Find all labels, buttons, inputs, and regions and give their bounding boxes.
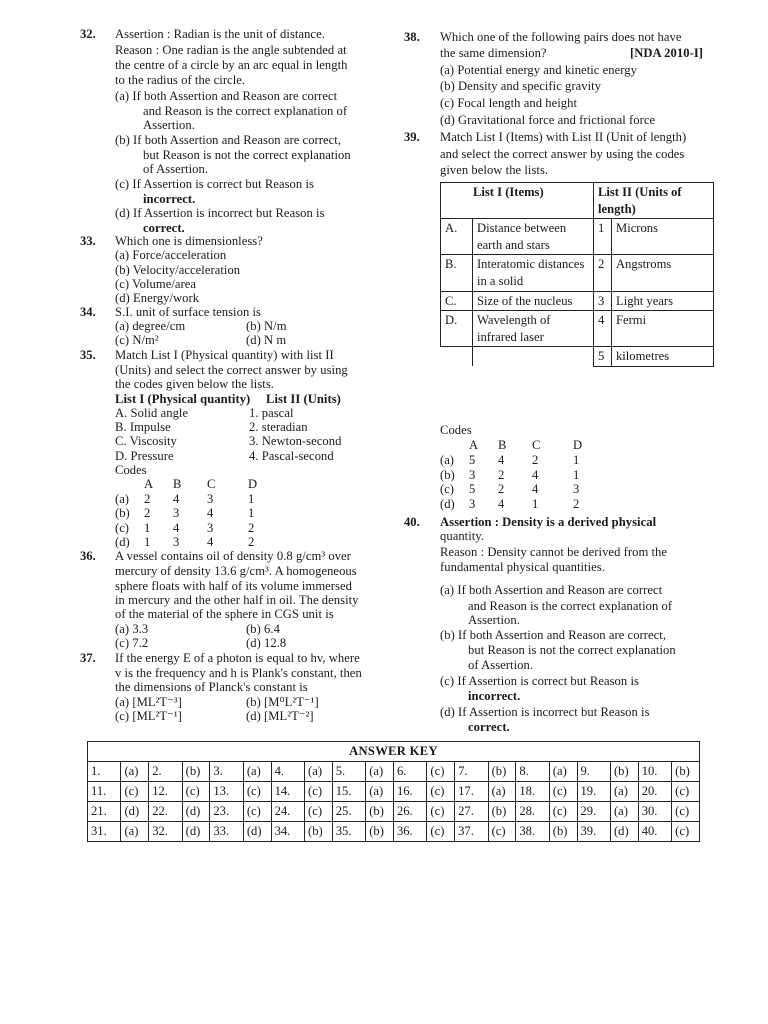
answer-key-answer: (b) bbox=[488, 802, 516, 822]
q35-code-cell: 1 bbox=[144, 520, 151, 535]
answer-key-answer: (c) bbox=[427, 822, 455, 842]
q39-row-letter: A. bbox=[441, 219, 473, 255]
q39-row-unit: Fermi bbox=[612, 311, 714, 347]
q32-option-c: (c) If Assertion is correct but Reason is bbox=[115, 177, 314, 191]
q38-text: the same dimension? bbox=[440, 46, 547, 60]
answer-key-answer: (a) bbox=[610, 782, 638, 802]
answer-key-question-number: 26. bbox=[393, 802, 426, 822]
q33-option-c: (c) Volume/area bbox=[115, 277, 197, 291]
q35-row-d: D. Pressure bbox=[115, 449, 174, 463]
q39-list-table bbox=[440, 182, 714, 367]
q40-option-c: incorrect. bbox=[468, 689, 521, 703]
answer-key-question-number: 6. bbox=[393, 762, 426, 782]
answer-key-question-number: 23. bbox=[210, 802, 243, 822]
q38-exam-tag: [NDA 2010-I] bbox=[630, 46, 704, 60]
q39-code-cell: (b) bbox=[440, 467, 455, 482]
answer-key-answer: (c) bbox=[243, 782, 271, 802]
q32-option-b: of Assertion. bbox=[143, 162, 209, 176]
q39-code-header: A bbox=[469, 438, 479, 452]
q37-option-d: (d) [ML²T⁻²] bbox=[246, 709, 314, 723]
answer-key-question-number: 27. bbox=[455, 802, 488, 822]
q40-option-a: (a) If both Assertion and Reason are correct bbox=[440, 583, 663, 597]
q33-option-d: (d) Energy/work bbox=[115, 291, 200, 305]
answer-key-question-number: 29. bbox=[577, 802, 610, 822]
answer-key-question-number: 31. bbox=[88, 822, 121, 842]
q39-code-cell: 2 bbox=[498, 482, 505, 497]
q35-code-cell: (d) bbox=[115, 535, 130, 550]
q36-text: sphere floats with half of its volume immersed bbox=[115, 579, 352, 593]
q39-row-unit: Light years bbox=[612, 291, 714, 311]
q39-code-header: C bbox=[532, 438, 541, 452]
q35-code-cell: 3 bbox=[207, 491, 214, 506]
q39-text: given below the lists. bbox=[440, 163, 549, 177]
answer-key-answer: (c) bbox=[549, 802, 577, 822]
answer-key-row bbox=[88, 782, 700, 802]
q39-code-cell: 3 bbox=[469, 497, 476, 512]
q38-text: Which one of the following pairs does not have bbox=[440, 30, 682, 44]
q33-question: Which one is dimensionless? bbox=[115, 234, 263, 248]
q39-row-unit: kilometres bbox=[612, 347, 714, 367]
answer-key-answer: (b) bbox=[182, 762, 210, 782]
q32-option-b: (b) If both Assertion and Reason are correct, bbox=[115, 133, 342, 147]
answer-key-answer: (c) bbox=[488, 822, 516, 842]
q37-text: the dimensions of Planck's constant is bbox=[115, 680, 308, 694]
answer-key-question-number: 16. bbox=[393, 782, 426, 802]
q39-code-header: D bbox=[573, 438, 583, 452]
answer-key-question-number: 32. bbox=[149, 822, 182, 842]
answer-key-question-number: 7. bbox=[455, 762, 488, 782]
q40-option-a: Assertion. bbox=[468, 613, 520, 627]
question-number-39: 39. bbox=[404, 130, 420, 144]
answer-key-question-number: 36. bbox=[393, 822, 426, 842]
q37-text: v is the frequency and h is Plank's constant, then bbox=[115, 666, 362, 680]
q39-text: and select the correct answer by using the codes bbox=[440, 147, 685, 161]
q32-text: to the radius of the circle. bbox=[115, 73, 246, 87]
q38-option-b: (b) Density and specific gravity bbox=[440, 79, 602, 93]
q35-code-cell: 1 bbox=[248, 491, 255, 506]
q35-row-b: B. Impulse bbox=[115, 420, 171, 434]
answer-key-question-number: 9. bbox=[577, 762, 610, 782]
answer-key-question-number: 21. bbox=[88, 802, 121, 822]
q36-text: A vessel contains oil of density 0.8 g/cm³ over bbox=[115, 549, 351, 563]
q37-option-a: (a) [ML²T⁻³] bbox=[115, 695, 182, 709]
q34-option-a: (a) degree/cm bbox=[115, 319, 186, 333]
q36-text: of the material of the sphere in CGS unit is bbox=[115, 607, 334, 621]
answer-key-answer: (c) bbox=[427, 802, 455, 822]
answer-key-question-number: 1. bbox=[88, 762, 121, 782]
answer-key-row bbox=[88, 762, 700, 782]
q39-table-row bbox=[441, 311, 714, 347]
q39-code-cell: 1 bbox=[573, 467, 580, 482]
q35-text: Match List I (Physical quantity) with list II bbox=[115, 348, 334, 362]
q37-option-b: (b) [M⁰L²T⁻¹] bbox=[246, 695, 319, 709]
q35-row-a: A. Solid angle bbox=[115, 406, 189, 420]
q32-option-d: (d) If Assertion is incorrect but Reason is bbox=[115, 206, 325, 220]
q39-list1-heading: List I (Items) bbox=[441, 183, 594, 219]
q39-code-cell: 5 bbox=[469, 482, 476, 497]
answer-key-row bbox=[88, 802, 700, 822]
q35-row-4: 4. Pascal-second bbox=[249, 449, 334, 463]
q39-code-cell: 4 bbox=[498, 497, 505, 512]
answer-key-question-number: 40. bbox=[638, 822, 671, 842]
q39-code-cell: (c) bbox=[440, 482, 454, 497]
answer-key-answer: (b) bbox=[305, 822, 333, 842]
q39-row-unit: Angstroms bbox=[612, 255, 714, 291]
q40-reason: Reason : Density cannot be derived from the bbox=[440, 545, 668, 559]
q35-code-cell: 4 bbox=[173, 491, 180, 506]
q35-code-cell: 2 bbox=[248, 535, 255, 550]
q39-row-letter bbox=[441, 347, 473, 367]
q39-code-cell: (d) bbox=[440, 497, 455, 512]
q39-row-number: 4 bbox=[594, 311, 612, 347]
q35-code-cell: 4 bbox=[207, 535, 214, 550]
q39-code-cell: 4 bbox=[532, 467, 539, 482]
answer-key-question-number: 28. bbox=[516, 802, 549, 822]
q32-reason: Reason : One radian is the angle subtended at bbox=[115, 43, 347, 57]
q39-code-header: B bbox=[498, 438, 507, 452]
answer-key-question-number: 17. bbox=[455, 782, 488, 802]
answer-key-title: ANSWER KEY bbox=[88, 742, 700, 762]
q39-code-cell: 5 bbox=[469, 452, 476, 467]
answer-key-answer: (c) bbox=[121, 782, 149, 802]
q40-option-d: correct. bbox=[468, 720, 510, 734]
q36-text: in mercury and the other half in oil. The density bbox=[115, 593, 359, 607]
q35-text: (Units) and select the correct answer by using bbox=[115, 363, 348, 377]
q39-row-letter: D. bbox=[441, 311, 473, 347]
q34-option-b: (b) N/m bbox=[246, 319, 287, 333]
answer-key-answer: (b) bbox=[366, 822, 394, 842]
q35-code-cell: 3 bbox=[207, 520, 214, 535]
answer-key-question-number: 34. bbox=[271, 822, 304, 842]
answer-key-answer: (c) bbox=[427, 782, 455, 802]
q35-list1-heading: List I (Physical quantity) bbox=[115, 392, 251, 406]
q40-option-a: and Reason is the correct explanation of bbox=[468, 599, 673, 613]
q39-row-number: 1 bbox=[594, 219, 612, 255]
q39-code-cell: 1 bbox=[573, 452, 580, 467]
q34-option-c: (c) N/m² bbox=[115, 333, 159, 347]
q39-row-item: Size of the nucleus bbox=[472, 291, 593, 311]
q35-code-header: C bbox=[207, 477, 216, 491]
q35-code-cell: 3 bbox=[173, 535, 180, 550]
q39-list2-heading: List II (Units of length) bbox=[594, 183, 714, 219]
q35-code-header: A bbox=[144, 477, 154, 491]
answer-key-question-number: 39. bbox=[577, 822, 610, 842]
q39-row-number: 3 bbox=[594, 291, 612, 311]
q39-code-cell: 4 bbox=[532, 482, 539, 497]
answer-key-answer: (c) bbox=[427, 762, 455, 782]
answer-key-answer: (a) bbox=[366, 762, 394, 782]
answer-key-question-number: 5. bbox=[332, 762, 365, 782]
q38-option-d: (d) Gravitational force and frictional force bbox=[440, 113, 656, 127]
q35-row-c: C. Viscosity bbox=[115, 434, 177, 448]
q36-option-a: (a) 3.3 bbox=[115, 622, 149, 636]
answer-key-question-number: 20. bbox=[638, 782, 671, 802]
q40-option-b: (b) If both Assertion and Reason are correct, bbox=[440, 628, 667, 642]
q39-code-cell: 2 bbox=[532, 452, 539, 467]
q35-code-cell: (a) bbox=[115, 491, 129, 506]
answer-key-answer: (c) bbox=[305, 802, 333, 822]
q34-option-d: (d) N m bbox=[246, 333, 287, 347]
q39-code-cell: 3 bbox=[573, 482, 580, 497]
answer-key-question-number: 33. bbox=[210, 822, 243, 842]
answer-key-question-number: 11. bbox=[88, 782, 121, 802]
q39-text: Match List I (Items) with List II (Unit of length) bbox=[440, 130, 687, 144]
question-number-36: 36. bbox=[80, 549, 96, 563]
q32-option-a: and Reason is the correct explanation of bbox=[143, 104, 348, 118]
q35-code-cell: 4 bbox=[207, 506, 214, 521]
q35-code-cell: 1 bbox=[144, 535, 151, 550]
q39-row-item bbox=[472, 347, 593, 367]
q39-row-number: 5 bbox=[594, 347, 612, 367]
q35-text: the codes given below the lists. bbox=[115, 377, 274, 391]
answer-key-answer: (c) bbox=[305, 782, 333, 802]
q37-text: If the energy E of a photon is equal to hv, where bbox=[115, 651, 360, 665]
q40-text: fundamental physical quantities. bbox=[440, 560, 605, 574]
q35-codes-label: Codes bbox=[115, 463, 147, 477]
q35-code-cell: 1 bbox=[248, 506, 255, 521]
q39-row-letter: C. bbox=[441, 291, 473, 311]
q36-option-c: (c) 7.2 bbox=[115, 636, 149, 650]
q32-option-a: Assertion. bbox=[143, 118, 195, 132]
answer-key-question-number: 38. bbox=[516, 822, 549, 842]
q32-assertion: Assertion : Radian is the unit of distance. bbox=[115, 27, 325, 41]
answer-key-question-number: 13. bbox=[210, 782, 243, 802]
question-number-34: 34. bbox=[80, 305, 96, 319]
q36-option-d: (d) 12.8 bbox=[246, 636, 287, 650]
q35-row-3: 3. Newton-second bbox=[249, 434, 342, 448]
q40-option-d: (d) If Assertion is incorrect but Reason is bbox=[440, 705, 650, 719]
q34-question: S.I. unit of surface tension is bbox=[115, 305, 262, 319]
q35-code-cell: (b) bbox=[115, 506, 130, 521]
answer-key-answer: (c) bbox=[243, 802, 271, 822]
q39-codes-label: Codes bbox=[440, 423, 472, 437]
answer-key-question-number: 30. bbox=[638, 802, 671, 822]
q39-row-unit: Microns bbox=[612, 219, 714, 255]
answer-key-answer: (a) bbox=[366, 782, 394, 802]
q39-row-item: Interatomic distances in a solid bbox=[472, 255, 593, 291]
q35-code-cell: 4 bbox=[173, 520, 180, 535]
q40-text: quantity. bbox=[440, 529, 485, 543]
q35-code-cell: 2 bbox=[144, 506, 151, 521]
q38-option-a: (a) Potential energy and kinetic energy bbox=[440, 63, 637, 77]
q39-table-row bbox=[441, 219, 714, 255]
q35-code-cell: 2 bbox=[248, 520, 255, 535]
answer-key-question-number: 22. bbox=[149, 802, 182, 822]
q39-code-cell: 2 bbox=[498, 467, 505, 482]
q39-row-letter: B. bbox=[441, 255, 473, 291]
q39-table-row bbox=[441, 255, 714, 291]
q32-option-b: but Reason is not the correct explanation bbox=[143, 148, 351, 162]
q35-code-header: B bbox=[173, 477, 182, 491]
answer-key-answer: (c) bbox=[672, 822, 700, 842]
q35-list2-heading: List II (Units) bbox=[266, 392, 341, 406]
q32-text: the centre of a circle by an arc equal in length bbox=[115, 58, 348, 72]
answer-key-answer: (d) bbox=[182, 822, 210, 842]
answer-key-answer: (a) bbox=[121, 822, 149, 842]
answer-key-table bbox=[87, 741, 700, 842]
answer-key-answer: (a) bbox=[243, 762, 271, 782]
answer-key-row bbox=[88, 822, 700, 842]
answer-key-question-number: 8. bbox=[516, 762, 549, 782]
answer-key-answer: (b) bbox=[366, 802, 394, 822]
answer-key-question-number: 3. bbox=[210, 762, 243, 782]
question-number-33: 33. bbox=[80, 234, 96, 248]
q33-option-b: (b) Velocity/acceleration bbox=[115, 263, 241, 277]
answer-key-question-number: 25. bbox=[332, 802, 365, 822]
q39-row-item: Wavelength of infrared laser bbox=[472, 311, 593, 347]
question-number-32: 32. bbox=[80, 27, 96, 41]
answer-key-question-number: 24. bbox=[271, 802, 304, 822]
q35-code-cell: 2 bbox=[144, 491, 151, 506]
answer-key-answer: (b) bbox=[549, 822, 577, 842]
q39-code-cell: 2 bbox=[573, 497, 580, 512]
answer-key-answer: (c) bbox=[549, 782, 577, 802]
answer-key-answer: (a) bbox=[610, 802, 638, 822]
q35-code-header: D bbox=[248, 477, 258, 491]
q39-code-cell: 1 bbox=[532, 497, 539, 512]
q39-row-number: 2 bbox=[594, 255, 612, 291]
answer-key-question-number: 19. bbox=[577, 782, 610, 802]
answer-key-answer: (c) bbox=[672, 802, 700, 822]
answer-key-question-number: 4. bbox=[271, 762, 304, 782]
q38-option-c: (c) Focal length and height bbox=[440, 96, 578, 110]
answer-key-question-number: 14. bbox=[271, 782, 304, 802]
q36-text: mercury of density 13.6 g/cm³. A homogeneous bbox=[115, 564, 357, 578]
answer-key-answer: (d) bbox=[610, 822, 638, 842]
q35-row-2: 2. steradian bbox=[249, 420, 308, 434]
answer-key-question-number: 18. bbox=[516, 782, 549, 802]
q35-row-1: 1. pascal bbox=[249, 406, 294, 420]
q39-code-cell: 3 bbox=[469, 467, 476, 482]
answer-key-question-number: 2. bbox=[149, 762, 182, 782]
answer-key-answer: (a) bbox=[121, 762, 149, 782]
q39-row-item: Distance between earth and stars bbox=[472, 219, 593, 255]
answer-key-answer: (b) bbox=[672, 762, 700, 782]
q32-option-c: incorrect. bbox=[143, 192, 196, 206]
answer-key-question-number: 37. bbox=[455, 822, 488, 842]
answer-key-answer: (d) bbox=[121, 802, 149, 822]
q39-code-cell: 4 bbox=[498, 452, 505, 467]
q40-option-b: of Assertion. bbox=[468, 658, 534, 672]
question-number-40: 40. bbox=[404, 515, 420, 529]
answer-key-answer: (b) bbox=[610, 762, 638, 782]
q35-code-cell: (c) bbox=[115, 520, 129, 535]
q36-option-b: (b) 6.4 bbox=[246, 622, 280, 636]
question-number-38: 38. bbox=[404, 30, 420, 44]
q40-option-c: (c) If Assertion is correct but Reason is bbox=[440, 674, 639, 688]
q32-option-a: (a) If both Assertion and Reason are correct bbox=[115, 89, 338, 103]
answer-key-answer: (b) bbox=[488, 762, 516, 782]
answer-key-answer: (c) bbox=[672, 782, 700, 802]
q33-option-a: (a) Force/acceleration bbox=[115, 248, 227, 262]
question-number-37: 37. bbox=[80, 651, 96, 665]
q39-code-cell: (a) bbox=[440, 452, 454, 467]
question-number-35: 35. bbox=[80, 348, 96, 362]
q40-option-b: but Reason is not the correct explanation bbox=[468, 643, 676, 657]
q32-option-d: correct. bbox=[143, 221, 185, 235]
answer-key-answer: (d) bbox=[243, 822, 271, 842]
q35-code-cell: 3 bbox=[173, 506, 180, 521]
answer-key-answer: (d) bbox=[182, 802, 210, 822]
answer-key-answer: (a) bbox=[549, 762, 577, 782]
answer-key-answer: (a) bbox=[488, 782, 516, 802]
answer-key-answer: (a) bbox=[305, 762, 333, 782]
q40-assertion: Assertion : Density is a derived physical bbox=[440, 515, 657, 529]
q39-table-row bbox=[441, 291, 714, 311]
answer-key-question-number: 35. bbox=[332, 822, 365, 842]
answer-key-question-number: 10. bbox=[638, 762, 671, 782]
answer-key-question-number: 12. bbox=[149, 782, 182, 802]
q39-table-row bbox=[441, 347, 714, 367]
answer-key-answer: (c) bbox=[182, 782, 210, 802]
answer-key-question-number: 15. bbox=[332, 782, 365, 802]
q37-option-c: (c) [ML²T⁻¹] bbox=[115, 709, 182, 723]
